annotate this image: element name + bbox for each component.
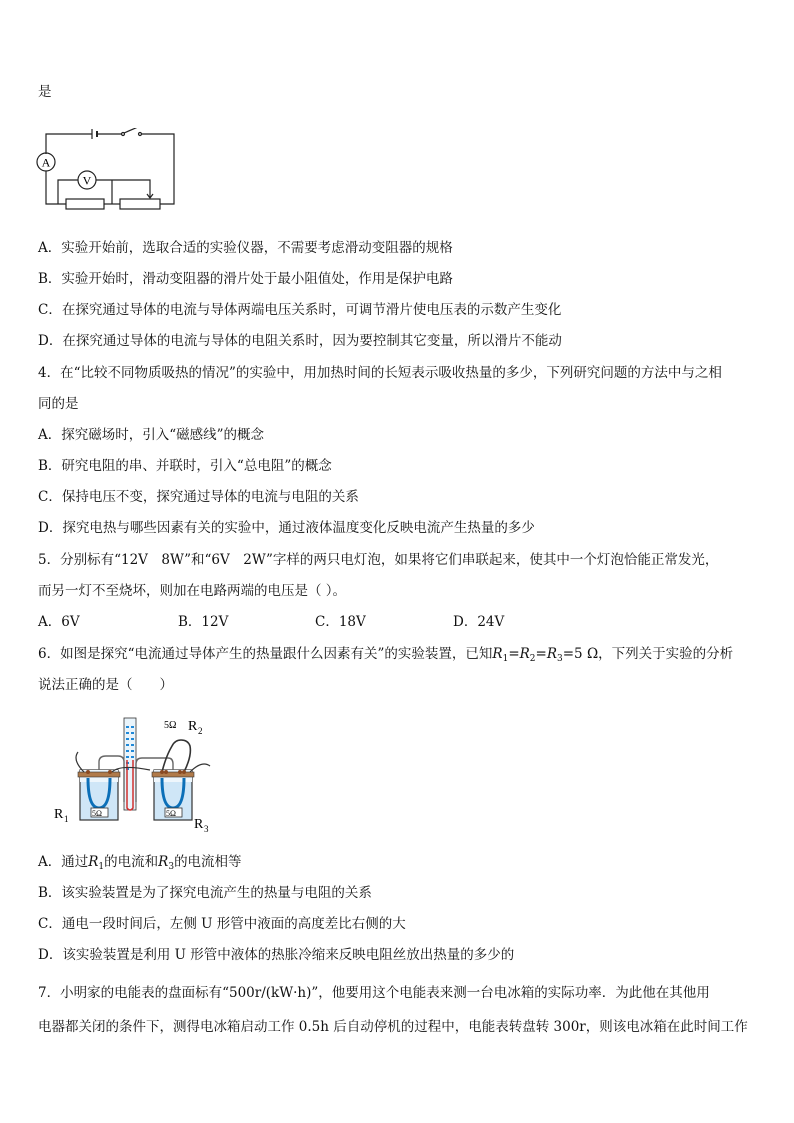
left-resistor-ohm-label: 5Ω — [92, 809, 102, 818]
q5-option-a: A．6V — [38, 614, 80, 630]
q7-stem-line2: 电器都关闭的条件下，测得电冰箱启动工作 0.5h 后自动停机的过程中，电能表转盘转 300r，则该电冰箱在此时间工作 — [38, 1019, 748, 1035]
q3-option-a: A．实验开始前，选取合适的实验仪器，不需要考虑滑动变阻器的规格 — [38, 240, 453, 256]
q3-option-b: B．实验开始时，滑动变阻器的滑片处于最小阻值处，作用是保护电路 — [38, 271, 453, 287]
q7-stem-line1: 7．小明家的电能表的盘面标有“500r/(kW·h)”，他要用这个电能表来测一台电冰箱的实际功率．为此他在其他用 — [38, 985, 710, 1001]
q3-stem-tail: 是 — [38, 84, 52, 100]
q3-option-c: C．在探究通过导体的电流与导体两端电压关系时，可调节滑片使电压表的示数产生变化 — [38, 302, 562, 318]
q4-stem-line2: 同的是 — [38, 396, 79, 412]
q4-option-a: A．探究磁场时，引入“磁感线”的概念 — [38, 427, 265, 443]
q6-option-a: A．通过$R_1$的电流和$R_3$的电流相等 — [38, 854, 242, 872]
label-r1: R — [54, 807, 64, 822]
q5-option-b: B．12V — [178, 614, 229, 630]
q4-stem-line1: 4．在“比较不同物质吸热的情况”的实验中，用加热时间的长短表示吸收热量的多少，下列研究问题的方法中与之相 — [38, 365, 722, 381]
q5-option-d: D．24V — [453, 614, 505, 630]
q4-option-d: D．探究电热与哪些因素有关的实验中，通过液体温度变化反映电流产生热量的多少 — [38, 520, 535, 536]
ammeter-symbol: A — [41, 155, 51, 170]
label-r1-sub: 1 — [64, 814, 69, 824]
q6-option-c: C．通电一段时间后，左侧 U 形管中液面的高度差比右侧的大 — [38, 916, 406, 932]
q5-option-c: C．18V — [315, 614, 366, 630]
label-r3: R — [194, 817, 204, 832]
q6-stem-line2: 说法正确的是（ ） — [38, 677, 173, 693]
q5-stem-line1: 5．分别标有“12V 8W”和“6V 2W”字样的两只电灯泡，如果将它们串联起来，使其中一个灯泡恰能正常发光， — [38, 552, 719, 568]
label-r2-sub: 2 — [198, 726, 203, 736]
top-resistor-ohm-label: 5Ω — [164, 720, 177, 731]
label-r2: R — [188, 719, 198, 734]
q5-stem-line2: 而另一灯不至烧坏，则加在电路两端的电压是（ ）。 — [38, 583, 347, 599]
right-resistor-ohm-label: 5Ω — [166, 809, 176, 818]
label-r3-sub: 3 — [204, 824, 209, 834]
voltmeter-symbol: V — [82, 173, 92, 188]
q4-option-c: C．保持电压不变，探究通过导体的电流与电阻的关系 — [38, 489, 359, 505]
q6-option-b: B．该实验装置是为了探究电流产生的热量与电阻的关系 — [38, 885, 372, 901]
q6-option-d: D．该实验装置是利用 U 形管中液体的热胀冷缩来反映电阻丝放出热量的多少的 — [38, 947, 515, 963]
q3-option-d: D．在探究通过导体的电流与导体的电阻关系时，因为要控制其它变量，所以滑片不能动 — [38, 333, 562, 349]
q3-circuit-diagram — [34, 128, 184, 218]
q4-option-b: B．研究电阻的串、并联时，引入“总电阻”的概念 — [38, 458, 332, 474]
q6-stem-line1: 6．如图是探究“电流通过导体产生的热量跟什么因素有关”的实验装置，已知$R_1=R_2=R_3=5$ Ω，下列关于实验的分析 — [38, 646, 734, 664]
q6-apparatus-figure — [50, 712, 230, 834]
